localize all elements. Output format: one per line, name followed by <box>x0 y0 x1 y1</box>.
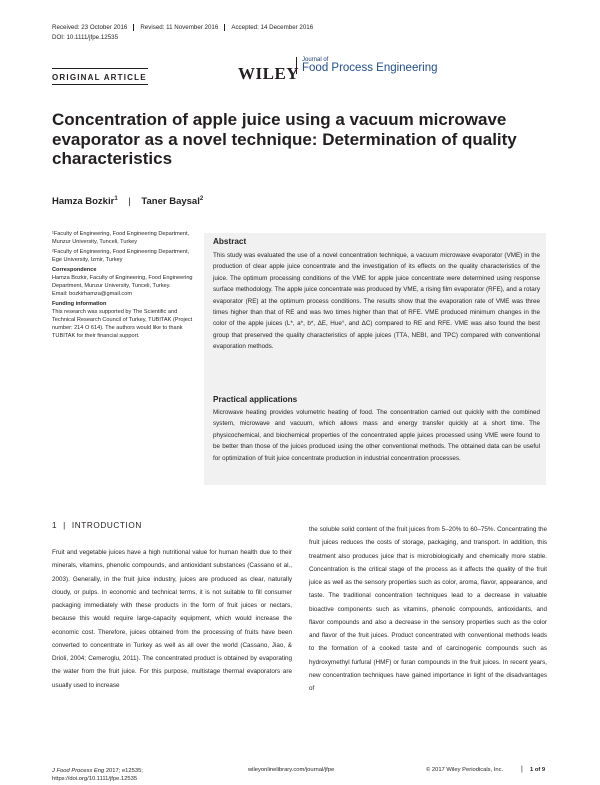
affiliation-2: ²Faculty of Engineering, Food Engineering Department, Ege University, Izmir, Turkey <box>52 249 190 263</box>
section-heading-introduction <box>52 521 142 530</box>
journal-of: Journal of <box>302 57 329 63</box>
correspondence-body: Hamza Bozkir, Faculty of Engineering, Food Engineering Department, Munzur University, Tunceli, Turkey. <box>52 275 193 289</box>
author-1[interactable]: Hamza Bozkir <box>52 196 115 208</box>
author-1-affiliation: 1 <box>114 196 118 202</box>
article-dates <box>52 24 319 31</box>
body-column-left <box>52 546 292 692</box>
accepted-date: Accepted: 14 December 2016 <box>224 24 319 31</box>
footer-journal-abbrev: J Food Process Eng <box>52 768 105 774</box>
revised-date: Revised: 11 November 2016 <box>133 24 224 31</box>
footer-citation-text: 2017; e12535; <box>105 768 143 774</box>
author-2-affiliation: 2 <box>199 196 204 202</box>
practical-applications-heading: Practical applications <box>213 395 298 404</box>
footer-journal-url[interactable]: wileyonlinelibrary.com/journal/jfpe <box>248 767 335 773</box>
article-title: Concentration of apple juice using a vacuum microwave evaporator as a novel technique: Determination of quality characteristics <box>52 110 517 168</box>
footer-copyright: © 2017 Wiley Periodicals, Inc. <box>426 767 504 773</box>
correspondence-email[interactable]: Email: bozkirhamza@gmail.com <box>52 291 132 297</box>
sidebar <box>52 230 200 340</box>
abstract-body: This study was evaluated the use of a novel concentration technique, a vacuum microwave evaporator (VME) in the production of clear apple juice concentrate and the investigation of its effects on the quality characteristics of the juice. The optimum processing conditions of the VME for apple juice concentrate were determined using response surface methodology. The apple juice concentrate was produced by VME, a rising film evaporator (RFE), and a rotary evaporator (RE) at the optimum process conditions. The results show that the evaporation rate of VME was three times higher than that of RE and was two times higher than that of RFE. VME produced minimum changes in the color of the apple juices (L*, a*, b*, ΔE, Hue°, and ΔC) compared to RE and RFE. VME was also found the best group that preserved the quality characteristics of apple juices (TTA, NEBI, and TPC) compared with conventional evaporation methods. <box>213 252 540 351</box>
journal-logo <box>296 57 438 74</box>
funding-heading: Funding information <box>52 301 107 307</box>
abstract-heading: Abstract <box>213 237 247 246</box>
body-column-right <box>309 523 547 695</box>
practical-applications-body: Microwave heating provides volumetric heating of food. The concentration carried out quickly with the combined system, microwave and vacuum, which allows mass and energy transfer quickly at a short time. The physicochemical, and biochemical properties of the concentrated apple juices processed using VME were found to be better than those of the juices produced using the other conventional methods. The obtained data can be useful for optimization of fruit juice concentrate production in industrial concentration processes. <box>213 409 540 462</box>
intro-paragraph-left: Fruit and vegetable juices have a high nutritional value for human health due to their minerals, vitamins, phenolic compounds, and antioxidant substances (Cassano et al., 2003). Generally, in the fruit juice industry, juices are produced as clear, naturally cloudy, or pulps. In economic and technical terms, it is not suitable to fill consumer packaging immediately with these products in the form of fruit juices or nectars, because this would require large-capacity equipment, which would increase the economic cost. Therefore, juices obtained from the processing of fruits have been converted to concentrate in Turkey as well as all over the world (Cassano, Jiao, & Drioli, 2004; Cemeroglu, 2011). The concentrated product is obtained by evaporating the water from the fruit juice. For this purpose, multistage thermal evaporators are usually used to increase <box>52 549 292 689</box>
intro-paragraph-right: the soluble solid content of the fruit juices from 5–20% to 60–75%. Concentrating the fruit juices reduces the costs of storage, packaging, and transport. In addition, this treatment also produces juice that is microbiologically and chemically more stable. Concentration is the critical stage of the process as it affects the quality of the fruit juice as well as the sensory properties such as color, aroma, flavor, appearance, and taste. The traditional concentration techniques lead to a decrease in valuable bioactive components such as vitamins, phenolic compounds, antioxidants, and flavor compounds and also a decrease in the sensory properties such as the color and flavor of the fruit juices. Product concentrated with conventional methods leads to the formation of a cooked taste and of carcinogenic compounds such as hydroxymethyl furfural (HMF) or furan compounds in the fruit juices. In recent years, new concentration techniques have gained importance in light of the disadvantages of <box>309 526 547 692</box>
section-number: 1 <box>52 521 58 530</box>
author-separator: | <box>128 196 131 208</box>
section-separator: | <box>63 521 66 530</box>
received-date: Received: 23 October 2016 <box>52 24 128 31</box>
publisher-logo: WILEY <box>238 64 300 83</box>
doi: DOI: 10.1111/jfpe.12535 <box>52 34 119 41</box>
article-type-rule-bottom <box>52 84 148 85</box>
footer-citation <box>52 767 143 783</box>
affiliation-1: ¹Faculty of Engineering, Food Engineering Department, Munzur University, Tunceli, Turkey <box>52 231 190 245</box>
funding-body: This research was supported by The Scientific and Technical Research Council of Turkey, TUBITAK (Project number: 214 O 614). The authors would like to thank TUBITAK for their financial support. <box>52 309 193 339</box>
footer-page-number: 1 of 9 <box>530 767 546 773</box>
author-list <box>52 196 203 207</box>
correspondence-heading: Correspondence <box>52 267 97 273</box>
footer-doi-link[interactable]: https://doi.org/10.1111/jfpe.12535 <box>52 776 138 782</box>
article-type: ORIGINAL ARTICLE <box>52 73 147 82</box>
author-2[interactable]: Taner Baysal <box>141 196 200 208</box>
footer-separator: | <box>521 766 523 773</box>
article-type-rule-top <box>52 68 148 69</box>
section-title: INTRODUCTION <box>71 521 142 530</box>
journal-name: Food Process Engineering <box>302 62 438 74</box>
